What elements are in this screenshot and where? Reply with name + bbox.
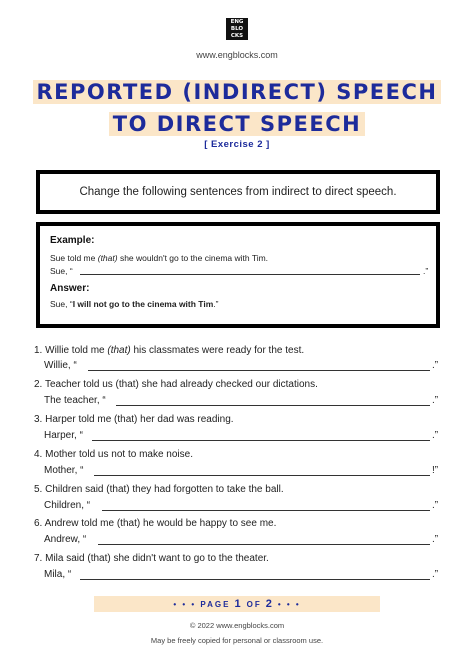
answer-end-4: !” [432, 465, 439, 476]
answer-prompt-6: Andrew, “ [44, 534, 87, 545]
example-sentence-part: she wouldn't go to the cinema with Tim. [117, 253, 269, 263]
example-sentence-italic: (that) [97, 253, 118, 263]
answer-blank-6[interactable] [98, 544, 430, 545]
answer-end-6: .” [432, 534, 439, 545]
title-text: TO DIRECT SPEECH [109, 112, 366, 136]
logo-line: CKS [230, 32, 244, 39]
example-prompt-end: .” [423, 266, 429, 276]
answer-end-1: .” [432, 360, 439, 371]
answer-blank-3[interactable] [92, 440, 430, 441]
exercise-label: [ Exercise 2 ] [204, 139, 270, 150]
question-number: 2. [34, 379, 43, 390]
engblocks-logo [226, 18, 248, 40]
question-number: 3. [34, 414, 43, 425]
question-text: his classmates were ready for the test. [130, 345, 305, 356]
page-current: 1 [234, 598, 243, 610]
question-5 [34, 484, 284, 495]
example-blank-line [80, 274, 420, 275]
example-label: Example: [50, 235, 95, 246]
page-indicator [94, 596, 380, 612]
site-url[interactable]: www.engblocks.com [196, 50, 278, 60]
question-4 [34, 449, 193, 460]
question-text: Willie told me [45, 345, 108, 356]
answer-prefix: Sue, “ [50, 299, 73, 309]
question-text: Mila said (that) she didn't want to go to the theater. [45, 553, 269, 564]
answer-prompt-3: Harper, “ [44, 430, 83, 441]
question-text: Harper told me (that) her dad was reading. [45, 414, 234, 425]
page-title-line1 [0, 80, 474, 104]
question-text: Children said (that) they had forgotten to take the ball. [45, 484, 284, 495]
question-number: 6. [34, 518, 43, 529]
instructions-text: Change the following sentences from indirect to direct speech. [79, 186, 397, 198]
page-tail: • • • [277, 599, 301, 609]
question-2 [34, 379, 318, 390]
answer-suffix: .” [213, 299, 219, 309]
answer-prompt-7: Mila, “ [44, 569, 72, 580]
page-of: OF [246, 599, 262, 609]
answer-prompt-1: Willie, “ [44, 360, 77, 371]
question-italic: (that) [107, 345, 131, 356]
question-text: Mother told us not to make noise. [45, 449, 193, 460]
answer-blank-5[interactable] [102, 510, 430, 511]
instructions-box [36, 170, 440, 214]
page-total: 2 [265, 598, 274, 610]
answer-end-3: .” [432, 430, 439, 441]
question-number: 5. [34, 484, 43, 495]
answer-label: Answer: [50, 283, 90, 294]
answer-blank-4[interactable] [94, 475, 430, 476]
example-answer [50, 299, 218, 309]
page-title-line2 [0, 112, 474, 136]
example-sentence-part: Sue told me [50, 253, 98, 263]
copyright-text: © 2022 www.engblocks.com [189, 621, 285, 630]
answer-bold: I will not go to the cinema with Tim [72, 299, 214, 309]
logo-line: ENG [230, 18, 244, 25]
question-number: 7. [34, 553, 43, 564]
example-prompt: Sue, “ [50, 266, 73, 276]
question-1 [34, 345, 304, 356]
question-text: Andrew told me (that) he would be happy to see me. [44, 518, 277, 529]
example-box [36, 222, 440, 328]
question-7 [34, 553, 269, 564]
answer-blank-2[interactable] [116, 405, 430, 406]
answer-prompt-5: Children, “ [44, 500, 91, 511]
answer-end-5: .” [432, 500, 439, 511]
answer-blank-7[interactable] [80, 579, 430, 580]
question-text: Teacher told us (that) she had already checked our dictations. [44, 379, 318, 390]
question-number: 1. [34, 345, 43, 356]
answer-prompt-2: The teacher, “ [44, 395, 106, 406]
question-6 [34, 518, 276, 529]
page-word: • • • PAGE [173, 599, 231, 609]
question-number: 4. [34, 449, 43, 460]
answer-blank-1[interactable] [88, 370, 430, 371]
logo-line: BLO [230, 25, 244, 32]
answer-end-7: .” [432, 569, 439, 580]
answer-prompt-4: Mother, “ [44, 465, 84, 476]
question-3 [34, 414, 234, 425]
title-text: REPORTED (INDIRECT) SPEECH [33, 80, 442, 104]
license-text: May be freely copied for personal or classroom use. [150, 636, 324, 645]
answer-end-2: .” [432, 395, 439, 406]
example-sentence [50, 253, 268, 263]
